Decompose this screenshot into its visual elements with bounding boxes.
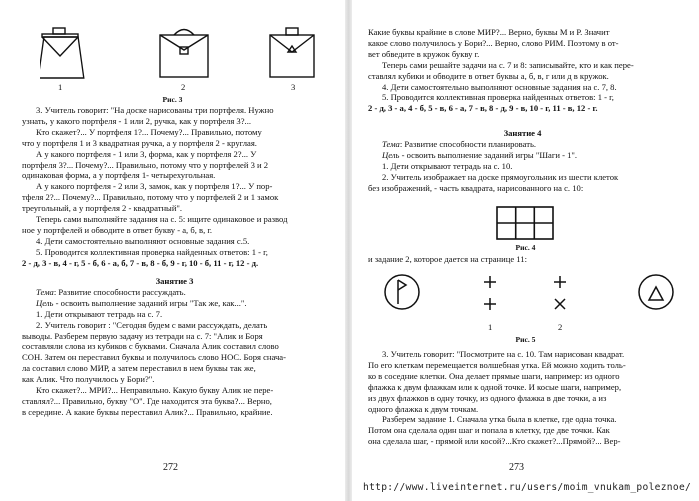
text-line: портфеля 3?... Почему?... Правильно, потому что у портфелей 3 и 2 bbox=[22, 159, 269, 170]
text-line: Разберем задание 1. Сначала утка была в клетке, где одна точка. bbox=[382, 414, 617, 425]
figure-5-label-2: 2 bbox=[558, 322, 563, 332]
goal-label: Цель bbox=[382, 149, 400, 160]
text-line: что у портфеля 1 и 3 квадратная ручка, а у портфеля 2 - круглая. bbox=[22, 137, 257, 148]
text-line: 5. Проводится коллективная проверка найденных ответов: 1 - г, bbox=[36, 246, 268, 257]
left-text-block-b bbox=[22, 276, 327, 418]
text-line: треугольный, а у портфеля 2 - квадратный". bbox=[22, 203, 183, 214]
goal-text: - освоить выполнение заданий игры "Так же, как...". bbox=[53, 297, 247, 308]
text-line: она сделала шаг, - прямой или косой?...Кто скажет?...Прямой?... Вер- bbox=[368, 436, 621, 447]
text-line: одного флажка к двум точкам. bbox=[368, 403, 479, 414]
text-line: ла составил слово МИР, а затем переставил в нем буквы так же, bbox=[22, 363, 256, 374]
figure-5-symbols bbox=[382, 270, 678, 322]
text-line: 4. Дети самостоятельно выполняют основные задания на с. 7, 8. bbox=[382, 81, 617, 92]
text-line: А у какого портфеля - 2 или 3, замок, как у портфеля 1?... У пор- bbox=[36, 181, 273, 192]
theme-text: : Развитие способности планировать. bbox=[399, 138, 537, 149]
text-line: 4. Дети самостоятельно выполняют основные задания с.5. bbox=[36, 235, 250, 246]
text-line: ко в соседние клетки. Она делает прямые шаги, например: из одного bbox=[368, 370, 620, 381]
goal-line bbox=[22, 298, 327, 309]
text-line: и задание 2, которое дается на странице 11: bbox=[368, 254, 527, 264]
circle-flags-symbol bbox=[385, 275, 419, 309]
theme-line bbox=[22, 287, 327, 298]
briefcase-2 bbox=[160, 30, 208, 78]
figure-5-caption: Рис. 5 bbox=[515, 335, 536, 344]
figure-3-label-3: 3 bbox=[291, 82, 296, 92]
page-number-right: 273 bbox=[509, 462, 524, 473]
text-line: составляли слова из кубиков с буквами. Сначала Алик составил слово bbox=[22, 341, 279, 352]
text-line: флажка к двум флажкам или к одной точке. И косые шаги, например, bbox=[368, 381, 622, 392]
text-line: вет обведите в кружок букву г. bbox=[368, 48, 480, 59]
text-line: Кто скажет?... У портфеля 1?... Почему?... Правильно, потому bbox=[36, 126, 262, 137]
right-text-block-b bbox=[368, 128, 677, 193]
briefcase-3 bbox=[270, 28, 314, 77]
lesson-3-title: Занятие 3 bbox=[155, 276, 194, 286]
figure-3-caption: Рис. 3 bbox=[162, 95, 183, 104]
circle-triangle-symbol bbox=[639, 275, 673, 309]
text-line: как Алик. Что получилось у Бори?". bbox=[22, 374, 155, 385]
task-2-intro bbox=[368, 254, 677, 265]
text-line: Кто скажет?... МРИ?... Неправильно. Какую букву Алик не пере- bbox=[36, 385, 274, 396]
plus-plus-symbol-1 bbox=[484, 276, 496, 310]
watermark-url: http://www.liveinternet.ru/users/moim_vnukam_poleznoe/ bbox=[363, 482, 692, 493]
text-line: ставлял?... Правильно, букву "О". Где находится эта буква?... Верно, bbox=[22, 395, 272, 406]
plus-cross-symbol-2 bbox=[554, 276, 566, 309]
right-text-block-c bbox=[368, 349, 677, 447]
text-line: Теперь сами решайте задачи на с. 7 и 8: записывайте, кто и как пере- bbox=[382, 59, 634, 70]
text-line: 1. Дети открывают тетрадь на с. 7. bbox=[36, 308, 163, 319]
figure-4-grid bbox=[496, 206, 554, 240]
text-line: 2. Учитель изображает на доске прямоугольник из шести клеток bbox=[382, 171, 619, 182]
theme-label: Тема bbox=[382, 138, 400, 149]
text-line: 5. Проводится коллективная проверка найденных ответов: 1 - г, bbox=[382, 92, 614, 103]
figure-3-label-2: 2 bbox=[181, 82, 186, 92]
left-text-block-a bbox=[22, 105, 327, 269]
text-line: узнать, у какого портфеля - 1 или 2, ручка, как у портфеля 3?... bbox=[22, 115, 251, 126]
text-line: Теперь сами выполняйте задания на с. 5: ищите одинаковое и развод bbox=[36, 214, 288, 225]
book-gutter bbox=[345, 0, 352, 501]
text-line: СОН. Затем он переставил буквы и получилось слово НОС. Боря снача- bbox=[22, 352, 286, 363]
text-line: из двух флажков в одну точку, из одного флажка в две точки, а из bbox=[368, 392, 607, 403]
text-line: ное у портфелей и обводите в ответ букву - а, б, в, г. bbox=[22, 224, 213, 235]
text-line: Потом она сделала один шаг и попала в клетку, где две точки. Как bbox=[368, 425, 610, 436]
theme-line bbox=[368, 139, 677, 150]
figure-4-caption: Рис. 4 bbox=[515, 243, 536, 252]
text-line: одинаковая форма, а у портфеля 1- четырехугольная. bbox=[22, 170, 216, 181]
answers-line: 2 - д, 3 - а, 4 - б, 5 - в, 6 - а, 7 - в, 8 - д, 9 - в, 10 - г, 11 - в, 12 - г. bbox=[368, 103, 598, 114]
text-line: без изображений, - часть квадрата, нарисованного на с. 10: bbox=[368, 182, 584, 193]
figure-5-label-1: 1 bbox=[488, 322, 493, 332]
answers-line: 2 - д, 3 - в, 4 - г, 5 - б, 6 - а, б, 7 - в, 8 - б, 9 - г, 10 - б, 11 - г, 12 - д. bbox=[22, 257, 259, 268]
text-line: в середине. А какие буквы переставил Алик?... Правильно, крайние. bbox=[22, 406, 273, 417]
goal-label: Цель bbox=[36, 297, 54, 308]
theme-label: Тема bbox=[36, 286, 54, 297]
text-line: А у какого портфеля - 1 или 3, форма, как у портфеля 2?... У bbox=[36, 148, 257, 159]
goal-line bbox=[368, 150, 677, 161]
right-text-block-a bbox=[368, 27, 677, 114]
goal-text: - освоить выполнение заданий игры "Шаги - 1". bbox=[399, 149, 578, 160]
text-line: выводы. Разберем первую задачу из тетради на с. 7: "Алик и Боря bbox=[22, 330, 263, 341]
text-line: 3. Учитель говорит: "Посмотрите на с. 10. Там нарисован квадрат. bbox=[382, 349, 625, 359]
text-line: 3. Учитель говорит: "На доске нарисованы три портфеля. Нужно bbox=[36, 105, 274, 115]
text-line: какое слово получилось у Бори?... Верно, слово РИМ. Поэтому в от- bbox=[368, 37, 619, 48]
text-line: 1. Дети открывают тетрадь на с. 10. bbox=[382, 160, 513, 171]
page-number-left: 272 bbox=[163, 462, 178, 473]
briefcase-1 bbox=[40, 28, 84, 78]
figure-3-label-1: 1 bbox=[58, 82, 63, 92]
theme-text: : Развитие способности рассуждать. bbox=[53, 286, 186, 297]
text-line: тфеля 2?... Почему?... Правильно, потому что у портфелей 2 и 1 замок bbox=[22, 192, 279, 203]
left-page bbox=[0, 0, 345, 475]
text-line: Какие буквы крайние в слове МИР?... Верно, буквы М и Р. Значит bbox=[368, 27, 610, 37]
text-line: По его клеткам перемещается волшебная утка. Ей можно ходить толь- bbox=[368, 359, 626, 370]
lesson-4-title: Занятие 4 bbox=[503, 128, 542, 138]
right-page bbox=[352, 0, 699, 475]
text-line: 2. Учитель говорит : "Сегодня будем с вами рассуждать, делать bbox=[36, 319, 268, 330]
text-line: ставлял кубики и обводите в ответ буквы а, б, в, г или д в кружок. bbox=[368, 70, 609, 81]
